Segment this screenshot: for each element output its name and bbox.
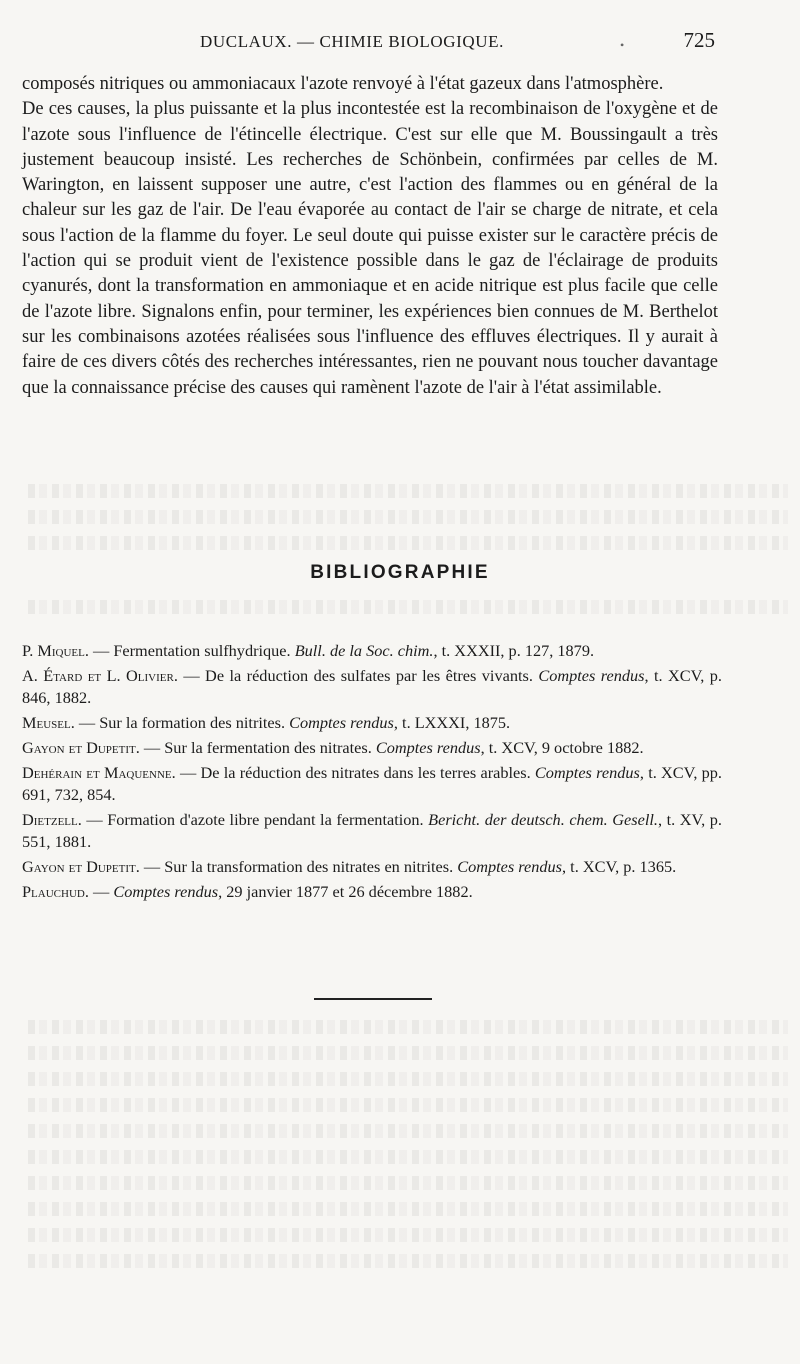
- entry-author: Meusel.: [22, 713, 75, 732]
- entry-journal: Comptes rendus: [289, 713, 394, 732]
- entry-text: — Sur la fermentation des nitrates.: [139, 738, 376, 757]
- entry-text: —: [88, 882, 114, 901]
- entry-tail: , 29 janvier 1877 et 26 décembre 1882.: [218, 882, 473, 901]
- entry-journal: Comptes rendus: [375, 738, 481, 757]
- show-through-line: [28, 1098, 788, 1112]
- header-mark: •: [620, 38, 625, 52]
- show-through-line: [28, 1046, 788, 1060]
- entry-author: Dehérain et Maquenne.: [22, 763, 176, 782]
- entry-text: — De la réduction des nitrates dans les terres arables.: [175, 763, 535, 782]
- bibliography-entry: [22, 665, 722, 709]
- entry-tail: , t. XCV, 9 octobre 1882.: [480, 738, 644, 757]
- entry-text: — Formation d'azote libre pendant la fermentation.: [81, 810, 429, 829]
- entry-author: Plauchud.: [22, 882, 89, 901]
- bibliography-entry: [22, 881, 722, 903]
- bibliography-entry: [22, 762, 722, 806]
- entry-journal: Comptes rendus: [457, 857, 563, 876]
- running-head: DUCLAUX. — CHIMIE BIOLOGIQUE.: [200, 32, 505, 51]
- entry-author: Gayon et Dupetit.: [22, 738, 140, 757]
- show-through-line: [28, 1150, 788, 1164]
- page-header: [0, 30, 800, 56]
- show-through-line: [28, 1072, 788, 1086]
- show-through-line: [28, 536, 788, 550]
- entry-tail: , t. XCV, pp. 691, 732, 854.: [22, 763, 723, 804]
- bibliography-entry: [22, 809, 722, 853]
- show-through-line: [28, 600, 788, 614]
- entry-text: — De la réduction des sulfates par les êtres vivants.: [177, 666, 539, 685]
- paragraph: De ces causes, la plus puissante et la plus incontestée est la recombinaison de l'oxygène et de l'azote sous l'influence de l'étincelle électrique. C'est sur elle que M. Boussingault a très justement beaucoup insisté. Les recherches de Schönbein, confirmées par celles de M. Warington, en laissent supposer une autre, c'est l'action des flammes ou en général de la chaleur sur les gaz de l'air. De l'eau évaporée au contact de l'air se charge de nitrate, et cela sous l'action de la flamme du foyer. Le seul doute qui puisse exister sur le caractère précis de l'action qui se produit vient de l'existence possible dans le gaz de l'éclairage de produits cyanurés, dont la transformation en ammoniaque et en acide nitrique est plus facile que celle de l'azote libre. Signalons enfin, pour terminer, les expériences bien connues de M. Berthelot sur les combinaisons azotées réalisées sous l'influence des effluves électriques. Il y aurait à faire de ces divers côtés des recherches intéressantes, rien ne pouvant nous toucher davantage que la connaissance précise des causes qui ramènent l'azote de l'air à l'état assimilable.: [22, 99, 718, 398]
- paragraph: composés nitriques ou ammoniacaux l'azote renvoyé à l'état gazeux dans l'atmosphère.: [22, 74, 664, 94]
- bibliography-title: BIBLIOGRAPHIE: [310, 562, 490, 583]
- show-through-line: [28, 1202, 788, 1216]
- entry-tail: , t. XV, p. 551, 1881.: [22, 810, 722, 851]
- show-through-line: [28, 1228, 788, 1242]
- show-through-line: [28, 484, 788, 498]
- entry-author: Dietzell.: [22, 810, 82, 829]
- entry-author: Gayon et Dupetit.: [22, 857, 140, 876]
- entry-journal: Comptes rendus: [113, 882, 219, 901]
- entry-text: — Sur la formation des nitrites.: [74, 713, 290, 732]
- show-through-line: [28, 1254, 788, 1268]
- bibliography-entry: [22, 640, 722, 662]
- entry-author: A. Étard et L. Olivier.: [22, 666, 178, 685]
- show-through-line: [28, 1020, 788, 1034]
- entry-text: — Sur la transformation des nitrates en nitrites.: [139, 857, 458, 876]
- entry-tail: , t. XCV, p. 1365.: [562, 857, 677, 876]
- entry-journal: Bull. de la Soc. chim.: [294, 641, 434, 660]
- entry-author: P. Miquel.: [22, 641, 89, 660]
- show-through-line: [28, 1176, 788, 1190]
- body-text: [22, 72, 718, 401]
- page-number: 725: [683, 28, 715, 52]
- bibliography-entry: [22, 856, 722, 878]
- show-through-line: [28, 1124, 788, 1138]
- entry-tail: , t. XXXII, p. 127, 1879.: [433, 641, 595, 660]
- entry-journal: Comptes rendus: [534, 763, 640, 782]
- show-through-line: [28, 510, 788, 524]
- bibliography-entry: [22, 737, 722, 759]
- bibliography-list: [22, 640, 722, 906]
- entry-tail: , t. LXXXI, 1875.: [393, 713, 511, 732]
- entry-tail: , t. XCV, p. 846, 1882.: [22, 666, 722, 707]
- entry-text: — Fermentation sulfhydrique.: [88, 641, 295, 660]
- bibliography-entry: [22, 712, 722, 734]
- entry-journal: Bericht. der deutsch. chem. Gesell.: [428, 810, 658, 829]
- entry-journal: Comptes rendus: [538, 666, 645, 685]
- closing-rule: [314, 998, 432, 1000]
